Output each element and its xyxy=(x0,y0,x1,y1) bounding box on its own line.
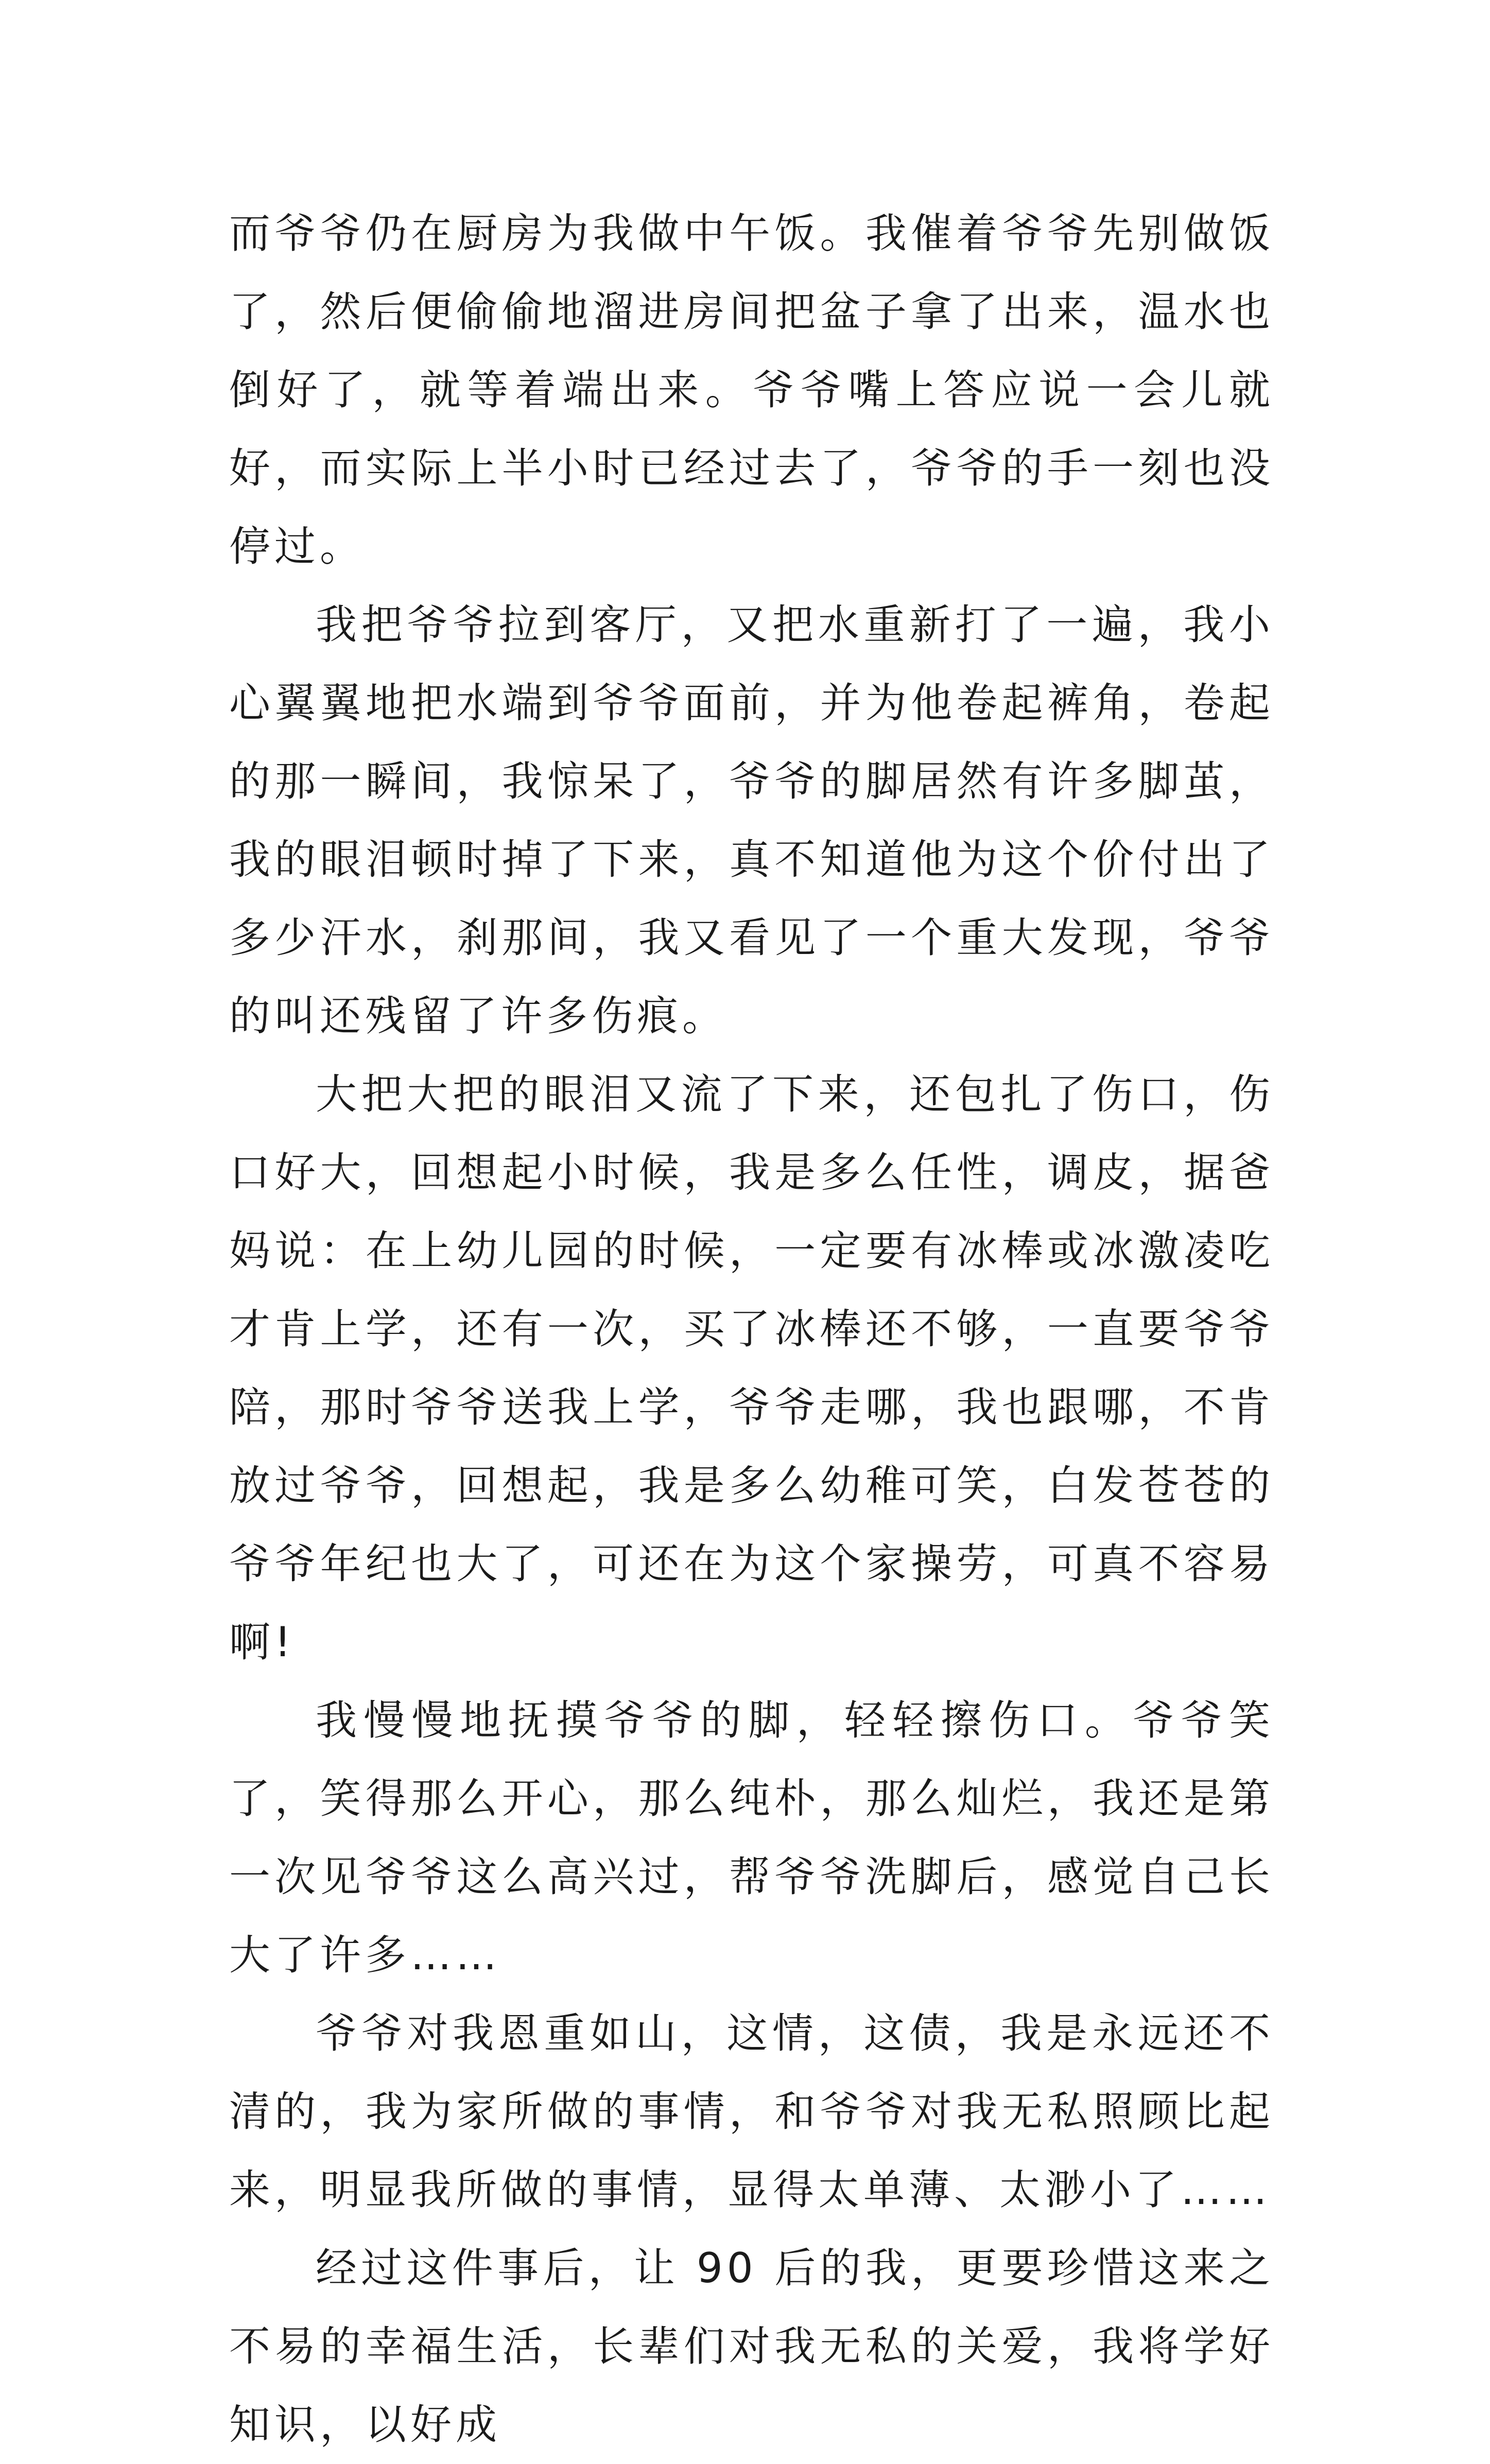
paragraph: 大把大把的眼泪又流了下来，还包扎了伤口，伤口好大，回想起小时候，我是多么任性，调皮，据爸妈说：在上幼儿园的时候，一定要有冰棒或冰激凌吃才肯上学，还有一次，买了冰棒还不够，一直要爷爷陪，那时爷爷送我上学，爷爷走哪，我也跟哪，不肯放过爷爷，回想起，我是多么幼稚可笑，白发苍苍的爷爷年纪也大了，可还在为这个家操劳，可真不容易啊! xyxy=(229,1070,1274,1666)
paragraph: 爷爷对我恩重如山，这情，这债，我是永远还不清的，我为家所做的事情，和爷爷对我无私照顾比起来，明显我所做的事情，显得太单薄、太渺小了…… xyxy=(229,2009,1274,2214)
paragraph: 我把爷爷拉到客厅，又把水重新打了一遍，我小心翼翼地把水端到爷爷面前，并为他卷起裤角，卷起的那一瞬间，我惊呆了，爷爷的脚居然有许多脚茧，我的眼泪顿时掉了下来，真不知道他为这个价付出了多少汗水，刹那间，我又看见了一个重大发现，爷爷的叫还残留了许多伤痕。 xyxy=(229,601,1274,1040)
paragraph: 我慢慢地抚摸爷爷的脚，轻轻擦伤口。爷爷笑了，笑得那么开心，那么纯朴，那么灿烂，我还是第一次见爷爷这么高兴过，帮爷爷洗脚后，感觉自己长大了许多…… xyxy=(229,1696,1274,1979)
paragraph: 经过这件事后，让 90 后的我，更要珍惜这来之不易的幸福生活，长辈们对我无私的关爱，我将学好知识，以好成 xyxy=(229,2244,1274,2449)
paragraph-continuation: 而爷爷仍在厨房为我做中午饭。我催着爷爷先别做饭了，然后便偷偷地溜进房间把盆子拿了出来，温水也倒好了，就等着端出来。爷爷嘴上答应说一会儿就好，而实际上半小时已经过去了，爷爷的手一刻也没停过。 xyxy=(229,210,1274,570)
body-text xyxy=(229,195,1274,2464)
